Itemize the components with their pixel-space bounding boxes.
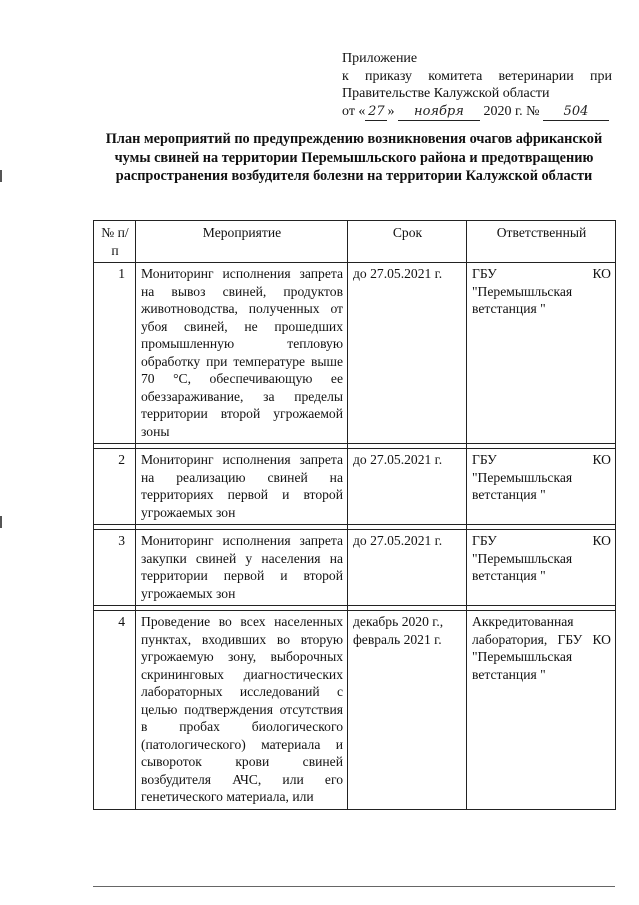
date-prefix: от «	[342, 103, 366, 119]
row-measure: Мониторинг исполнения запрета на реализацию свиней на территориях первой и второй угрожаемых зон	[136, 449, 348, 525]
order-number-handwritten: 504	[543, 103, 609, 122]
table-row	[94, 530, 616, 606]
appendix-date-line	[342, 103, 612, 122]
header-responsible: Ответственный	[467, 221, 616, 263]
row-responsible: ГБУ КО "Перемышльская ветстанция "	[467, 263, 616, 444]
row-num: 2	[94, 449, 136, 525]
row-responsible: Аккредитованная лаборатория, ГБУ КО "Перемышльская ветстанция "	[467, 611, 616, 810]
appendix-block	[342, 50, 612, 121]
row-num: 1	[94, 263, 136, 444]
row-responsible: ГБУ КО "Перемышльская ветстанция "	[467, 449, 616, 525]
row-term: до 27.05.2021 г.	[348, 263, 467, 444]
date-day-handwritten: 27	[365, 103, 387, 122]
row-num: 4	[94, 611, 136, 810]
row-num: 3	[94, 530, 136, 606]
appendix-title: Приложение	[342, 51, 418, 66]
appendix-order-line: к приказу комитета ветеринарии при	[342, 68, 612, 84]
row-measure: Мониторинг исполнения запрета закупки свиней у населения на территории первой и второй угрожаемых зон	[136, 530, 348, 606]
measures-table	[93, 220, 616, 810]
table-row	[94, 263, 616, 444]
header-measure: Мероприятие	[136, 221, 348, 263]
scan-edge-mark	[0, 516, 2, 528]
header-term: Срок	[348, 221, 467, 263]
row-term: до 27.05.2021 г.	[348, 449, 467, 525]
row-term: до 27.05.2021 г.	[348, 530, 467, 606]
appendix-government-line: Правительстве Калужской области	[342, 86, 550, 101]
row-responsible: ГБУ КО "Перемышльская ветстанция "	[467, 530, 616, 606]
document-title: План мероприятий по предупреждению возникновения очагов африканской чумы свиней на территории Перемышльского района и предотвращению распространения возбудителя болезни на территории Калужской области	[105, 131, 603, 184]
table-row	[94, 449, 616, 525]
row-measure: Мониторинг исполнения запрета на вывоз свиней, продуктов животноводства, полученных от убоя свиней, не прошедших промышленную тепловую обработку при температуре выше 70 °С, обеспечивающую ее обеззараживание, за пределы территории второй угрожаемой зоны	[136, 263, 348, 444]
date-year-number: 2020 г. №	[483, 103, 540, 119]
row-term: декабрь 2020 г., февраль 2021 г.	[348, 611, 467, 810]
table-header-row	[94, 221, 616, 263]
scan-edge-mark	[0, 170, 2, 182]
table-row	[94, 611, 616, 810]
row-measure: Проведение во всех населенных пунктах, входивших во вторую угрожаемую зону, выборочных скрининговых диагностических лабораторных исследований с целью подтверждения отсутствия в пробах биологического (патологического) материала и сывороток крови свиней возбудителя АЧС, или его генетического материала, или	[136, 611, 348, 810]
page-bottom-rule	[93, 886, 615, 887]
date-mid: »	[387, 103, 395, 119]
date-month-handwritten: ноября	[398, 103, 480, 122]
header-num: № п/п	[94, 221, 136, 263]
